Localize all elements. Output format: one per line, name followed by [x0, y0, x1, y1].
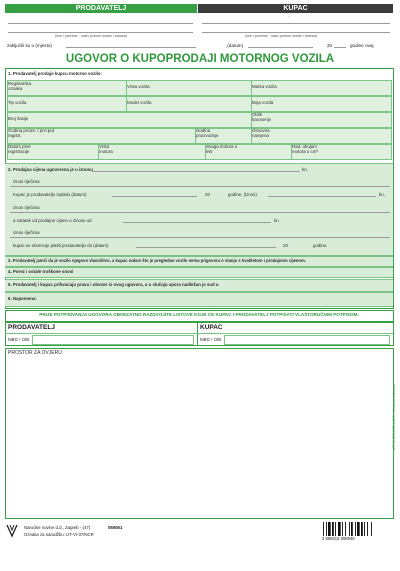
volume-label: Rad. obujam motora u cm³ [292, 144, 318, 154]
paid-text: Kupac je prodavatelju isplatio (datum) [13, 192, 87, 197]
barcode [322, 522, 388, 536]
barcode-icon [322, 522, 388, 536]
verification-area[interactable] [5, 348, 394, 519]
seller-mbg-field[interactable] [32, 335, 194, 345]
section1-heading: 1. Prodavatelj prodaje kupcu motorno vozilo: [8, 71, 102, 76]
type-label: Vrsta vozila [127, 84, 150, 89]
year-suffix: godine ovaj [350, 43, 374, 48]
buyer-line-2 [202, 32, 390, 33]
barcode-bar [326, 522, 327, 536]
vehicle-type-label: Tip vozila [8, 100, 27, 105]
words1-caption: iznos riječima [13, 179, 40, 184]
words2-line[interactable] [10, 212, 390, 213]
prod-year-label: Godina proizvodnje [196, 128, 219, 138]
buyer-header: KUPAC [198, 4, 393, 13]
power-label: Snaga motora u kW [206, 144, 238, 154]
barcode-bar [338, 522, 341, 536]
chassis-field[interactable] [7, 112, 252, 128]
engine-type-label: Vrsta motora [99, 144, 113, 154]
model-label: Model vozila [127, 100, 152, 105]
buyer-mbg-label: MBG / OIB [200, 337, 222, 342]
paid-year: 20 [205, 192, 210, 197]
color-label: Boja vozila [252, 100, 274, 105]
barcode-bar [323, 522, 324, 536]
barcode-bar [371, 522, 372, 536]
rest-text: a ostatak od prodajne cijene u iznosu od [13, 218, 92, 223]
seller-header: PRODAVATELJ [5, 4, 197, 13]
commit-text: kupac se obvezuje platiti prodavatelju do (datum) [13, 243, 109, 248]
buyer-caption: (ime i prezime - naziv pravne osobe i adresa) [245, 34, 317, 38]
reg-label: Registarska oznaka [8, 81, 32, 91]
place-text: zaključili su u (mjesto) [7, 43, 52, 48]
section3-text: 3. Prodavatelj jamči da je vozilo njegovo vlasništvo, a kupac nakon što je pregledao vozilo nema prigovora o stanju s kvalitetom i prodajnom cijenom. [8, 258, 306, 263]
first-reg-label: Datum prve registracije [8, 144, 31, 154]
words2-caption: iznos riječima [13, 205, 40, 210]
publisher-logo [6, 524, 18, 538]
year-line[interactable] [334, 47, 346, 48]
seller-line-2 [8, 32, 193, 33]
barcode-bar [345, 522, 346, 536]
barcode-bar [367, 522, 368, 536]
paid-date-line[interactable] [112, 196, 197, 197]
purpose-label: Osnovna namjena [252, 128, 270, 138]
barcode-number: 3 856015 058945 [322, 536, 355, 541]
commit-year: 20 [283, 243, 288, 248]
section6-text: 6. Napomena: [8, 296, 37, 301]
footer-publisher: Narodne novine d.d., Zagreb - (47) [24, 525, 91, 530]
barcode-bar [335, 522, 336, 536]
make-label: Marka vozila [252, 84, 277, 89]
buyer-sign-label: KUPAC [200, 324, 223, 331]
barcode-bar [349, 522, 350, 536]
barcode-bar [357, 522, 360, 536]
seller-mbg-label: MBG / OIB [8, 337, 30, 342]
year-label: Godina proizv. / prvi put registr. [8, 128, 55, 138]
date-line[interactable] [248, 47, 313, 48]
barcode-bar [355, 522, 356, 536]
barcode-bar [332, 522, 334, 536]
barcode-bar [364, 522, 365, 536]
kn-3: kn [274, 218, 279, 223]
buyer-mbg-field[interactable] [224, 335, 390, 345]
words3-line[interactable] [10, 237, 390, 238]
rest-line[interactable] [123, 222, 271, 223]
barcode-bar [342, 522, 343, 536]
words1-line[interactable] [10, 186, 390, 187]
section5-text: 5. Prodavatelj i kupac prihvaćaju prava i obveze iz ovog ugovora, a u slučaju spora nadležan je sud u [8, 282, 219, 287]
seller-sign-label: PRODAVATELJ [8, 324, 55, 331]
barcode-bar [351, 522, 353, 536]
barcode-bar [328, 522, 331, 536]
kn-2: kn, [379, 192, 385, 197]
notice-text: PRIJE POTPISIVANJA UGOVORA OBVEZATNO RAZDVOJITE LISTOVE KOJE ĆE KUPAC I PRODAVATELJ POTPISATI VLASTORUČNIM POTPISOM. [39, 312, 359, 317]
nn-logo-icon [6, 524, 18, 538]
footer-code: 060061 [108, 525, 123, 530]
date-text: ,(datum) [226, 43, 244, 48]
seller-caption: (ime i prezime - naziv pravne osobe i adresa) [55, 34, 127, 38]
barcode-bar [361, 522, 363, 536]
buyer-line [202, 23, 390, 24]
words3-caption: iznos riječima [13, 230, 40, 235]
section2-heading: 2. Prodajna cijena ugovorena je u iznosu [8, 167, 93, 172]
body-label: Oblik karoserije [252, 112, 272, 122]
verification-label: PROSTOR ZA OVJERU [8, 350, 62, 356]
paid-amount-line[interactable] [268, 196, 376, 197]
paid-suffix: godine, (iznos) [228, 192, 257, 197]
footer-catalog: Oznaka za narudžbu: UT-VI-37/NCR [24, 532, 94, 537]
buyer-dash: - [288, 14, 290, 18]
seller-line [8, 23, 193, 24]
chassis-label: Broj šasije [8, 116, 29, 121]
kn-1: kn, [302, 167, 308, 172]
price-line[interactable] [92, 171, 300, 172]
signature-hline [5, 333, 393, 334]
page-title: UGOVOR O KUPOPRODAJI MOTORNOG VOZILA [65, 53, 335, 65]
section4-text: 4. Porez i ostale troškove snosi [8, 269, 74, 274]
commit-date-line[interactable] [136, 247, 276, 248]
side-text: UT-VI-37/NCR-L-DO - izmjena zabrane [392, 383, 396, 450]
section6-band [5, 292, 393, 307]
year-prefix: 20 [327, 43, 333, 48]
commit-suffix: godine. [313, 243, 328, 248]
place-line[interactable] [66, 47, 196, 48]
